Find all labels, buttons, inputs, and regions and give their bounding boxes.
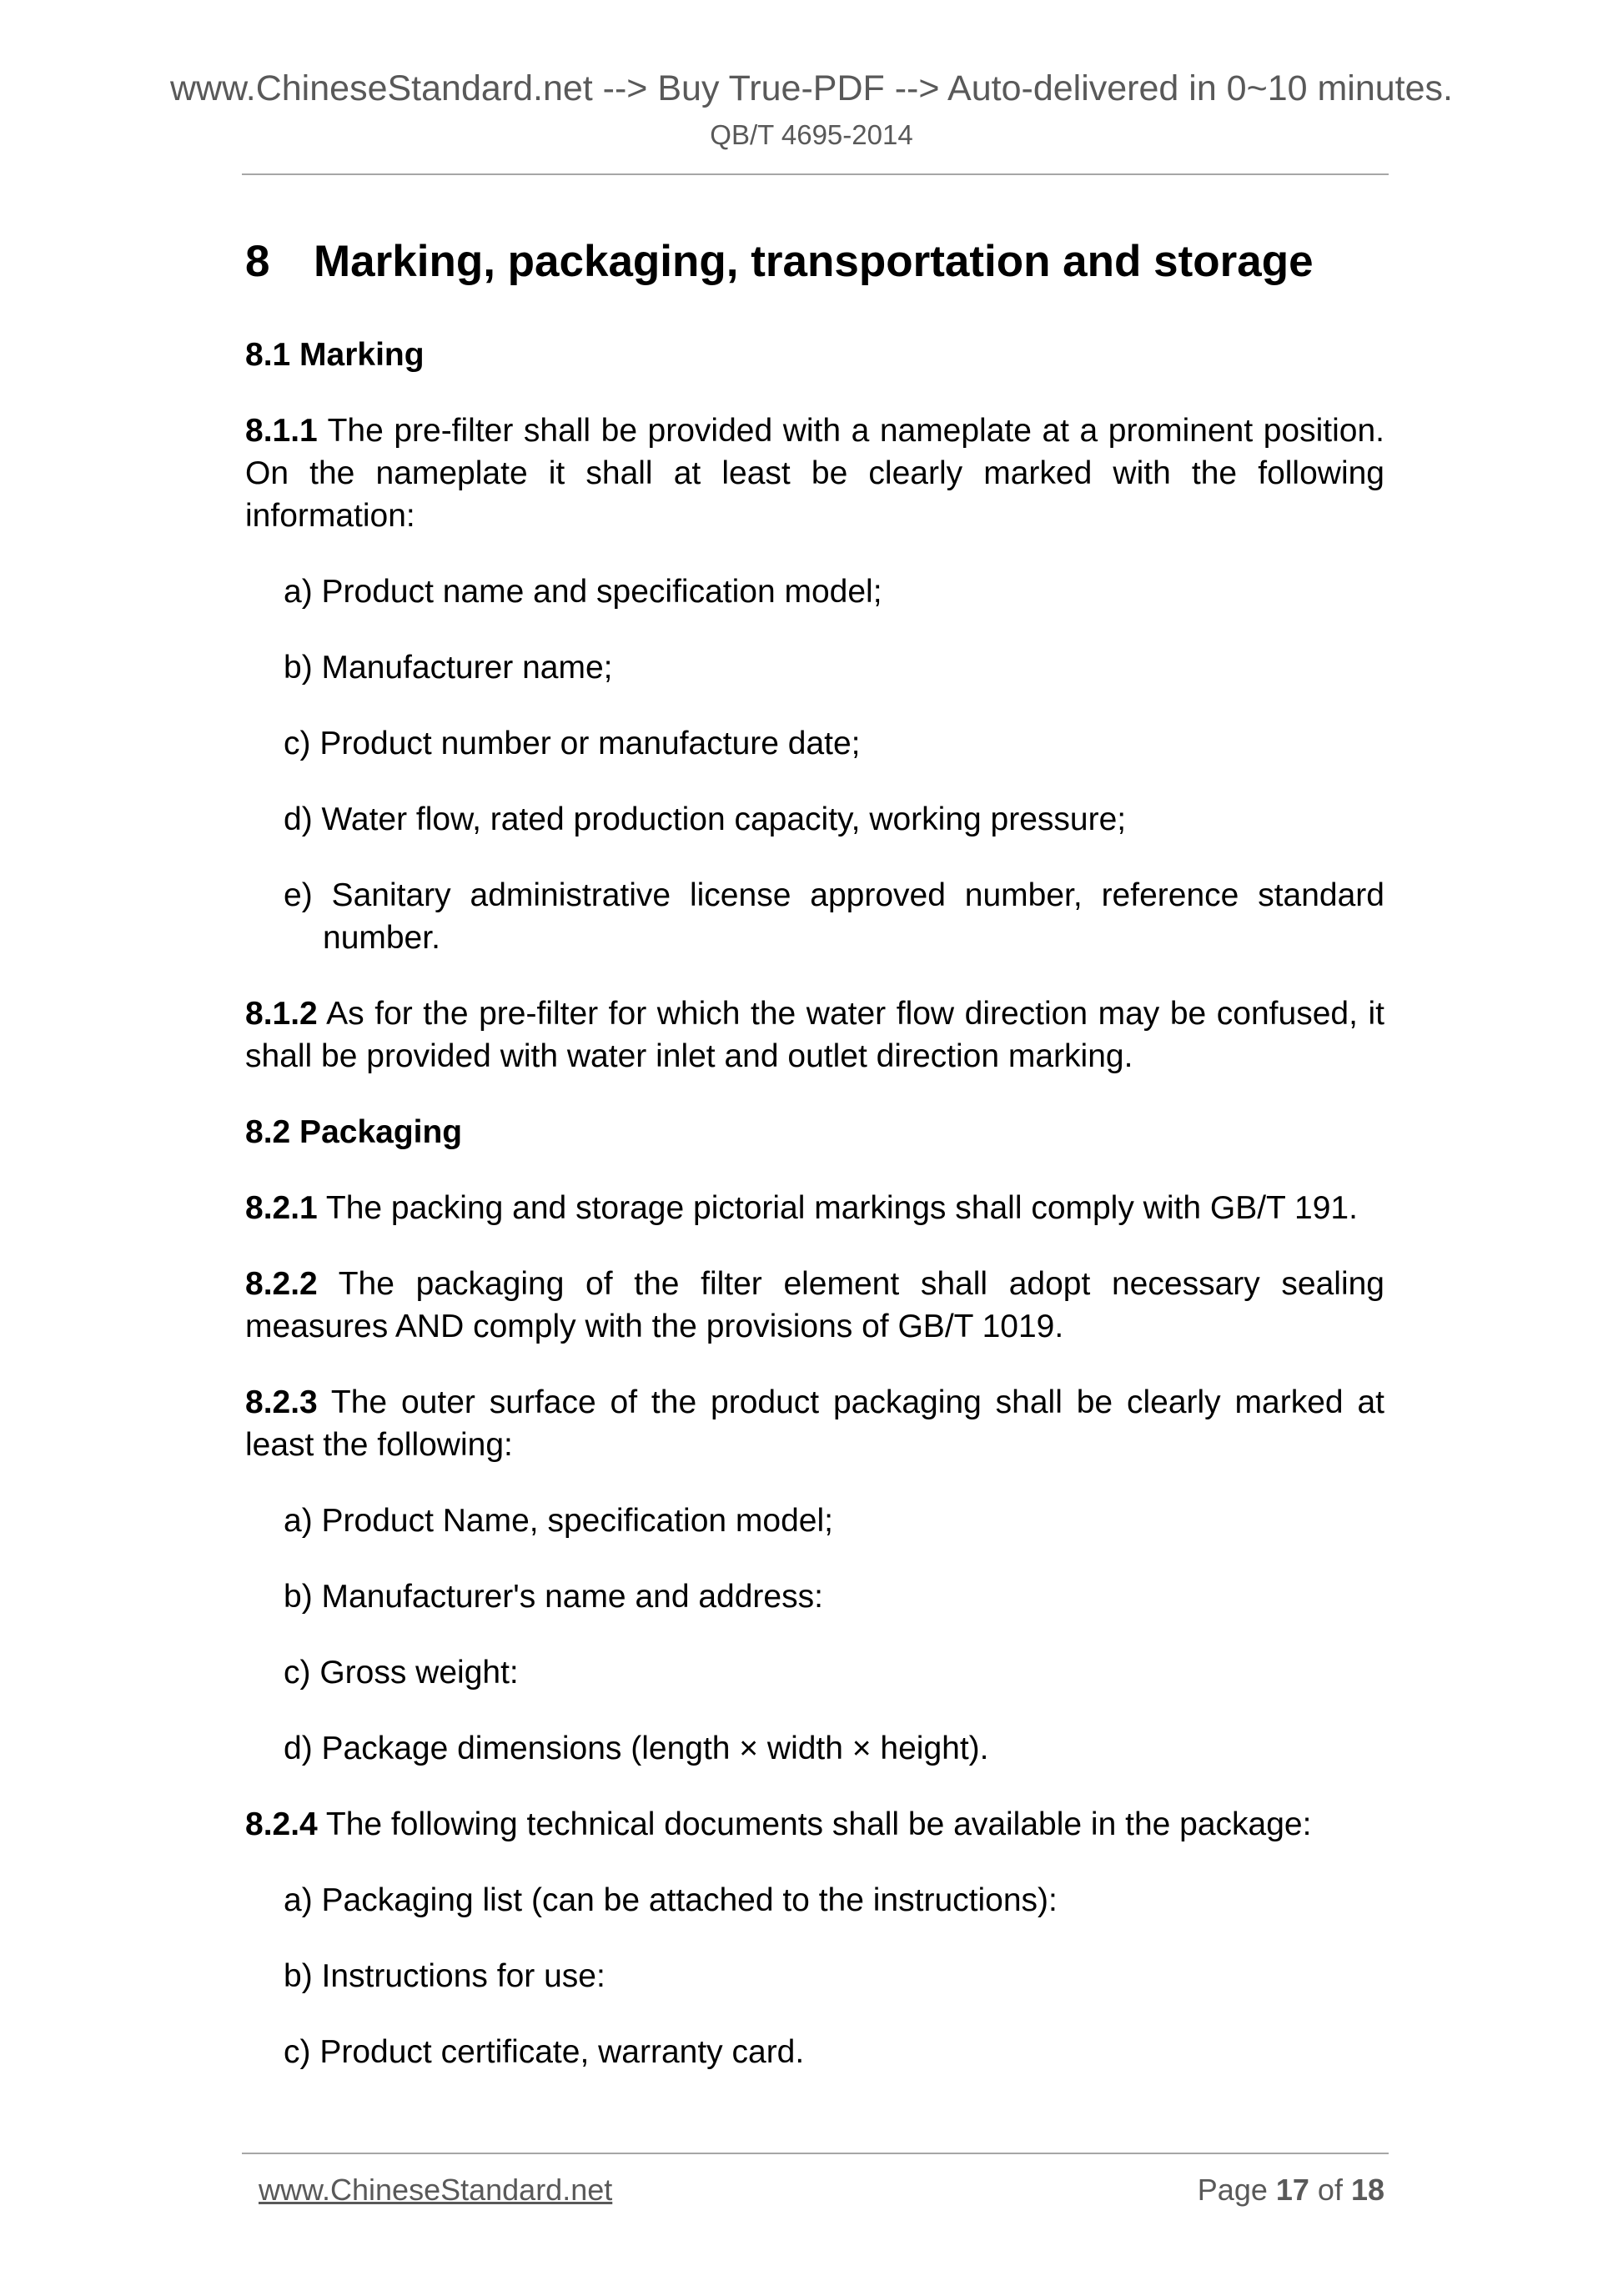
list-item: e) Sanitary administrative license approved number, reference standard number. [284,877,1384,956]
standard-code: QB/T 4695-2014 [710,119,913,150]
list-item: a) Packaging list (can be attached to the instructions): [284,1882,1058,1918]
document-body [245,234,1384,2107]
clause-number: 8.2.4 [245,1806,318,1842]
clause-text: The packaging of the filter element shall adopt necessary sealing measures AND comply with the provisions of GB/T 1019. [245,1266,1384,1344]
total-pages: 18 [1350,2173,1384,2207]
clause-text: The pre-filter shall be provided with a nameplate at a prominent position. On the nameplate it shall at least be clearly marked with the following information: [245,413,1384,534]
header-banner: www.ChineseStandard.net --> Buy True-PDF --> Auto-delivered in 0~10 minutes. [169,68,1453,108]
clause-number: 8.1.2 [245,996,318,1032]
current-page: 17 [1275,2173,1309,2207]
clause-number: 8.2.3 [245,1384,318,1420]
list-item: c) Product certificate, warranty card. [284,2034,805,2070]
subsection-heading-marking: 8.1 Marking [245,337,425,373]
section-number: 8 [245,237,270,286]
list-item: c) Gross weight: [284,1655,519,1691]
section-title-text: Marking, packaging, transportation and storage [314,237,1314,286]
clause-8-2-2 [245,1263,1384,1348]
list-item: b) Manufacturer's name and address: [284,1579,823,1615]
list-item: d) Package dimensions (length × width × height). [284,1731,989,1766]
list-item: d) Water flow, rated production capacity, working pressure; [284,801,1127,837]
clause-8-1-1 [245,409,1384,537]
section-title [245,234,1384,290]
clause-number: 8.2.1 [245,1190,318,1226]
page-of: of [1309,2173,1351,2207]
list-item: b) Manufacturer name; [284,650,613,686]
clause-text: The packing and storage pictorial markings shall comply with GB/T 191. [317,1190,1358,1226]
clause-text: The outer surface of the product packaging shall be clearly marked at least the following: [245,1384,1384,1463]
footer-website-link[interactable]: www.ChineseStandard.net [259,2173,613,2207]
list-item: a) Product Name, specification model; [284,1503,833,1539]
clause-8-2-1 [245,1187,1384,1229]
header-divider [242,173,1389,175]
list-item: a) Product name and specification model; [284,574,882,610]
list-item: b) Instructions for use: [284,1958,605,1994]
clause-number: 8.2.2 [245,1266,318,1302]
clause-8-2-4 [245,1803,1384,1846]
subsection-heading-packaging: 8.2 Packaging [245,1114,463,1150]
list-item: c) Product number or manufacture date; [284,726,861,761]
footer-divider [242,2153,1389,2154]
clause-8-1-2 [245,992,1384,1078]
page-prefix: Page [1197,2173,1276,2207]
clause-text: As for the pre-filter for which the water flow direction may be confused, it shall be provided with water inlet and outlet direction marking. [245,996,1384,1074]
clause-number: 8.1.1 [245,413,318,449]
page-indicator [1198,2172,1384,2208]
clause-text: The following technical documents shall be available in the package: [317,1806,1312,1842]
clause-8-2-3 [245,1381,1384,1466]
